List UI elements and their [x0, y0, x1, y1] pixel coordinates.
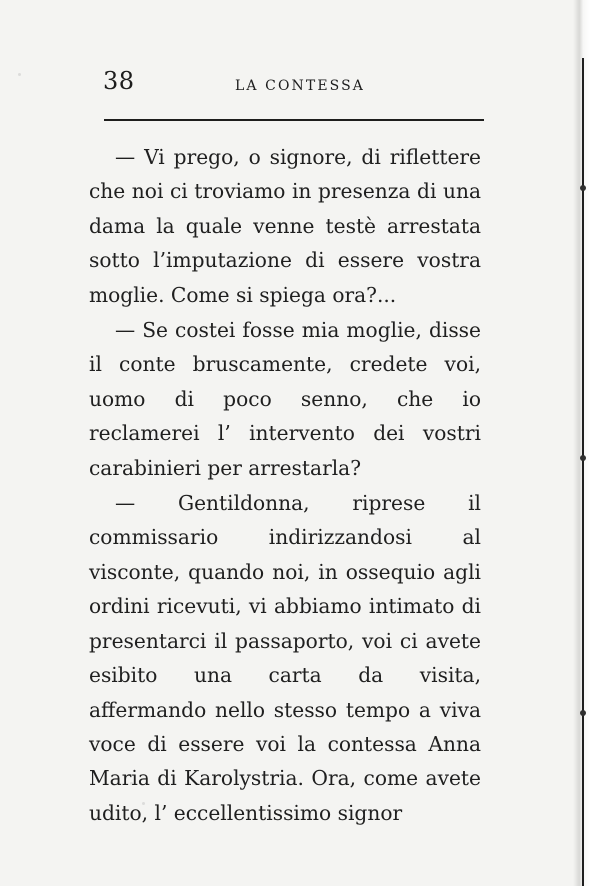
header-rule [104, 119, 484, 121]
running-title: LA CONTESSA [235, 78, 366, 94]
paper-speck [130, 782, 133, 785]
page-header [92, 63, 486, 107]
paragraph-2: — Se costei fosse mia moglie, disse il conte bruscamente, credete voi, uomo di poco senno, che io reclamerei l’ intervento dei vostri carabinieri per arrestarla? [89, 318, 481, 480]
page-text [89, 140, 481, 830]
page-gutter [562, 0, 590, 886]
binding-line [582, 58, 584, 886]
paper-speck [240, 500, 243, 503]
page-number: 38 [103, 67, 135, 95]
paper-speck [142, 802, 145, 805]
binding-mark [580, 185, 586, 191]
paragraph-1: — Vi prego, o signore, di riflettere che noi ci troviamo in presenza di una dama la quale venne testè arrestata sotto l’imputazione di essere vostra moglie. Come si spiega ora?... [89, 145, 481, 307]
paper-speck [18, 73, 21, 76]
paragraph-3: — Gentildonna, riprese il commissario indirizzandosi al visconte, quando noi, in ossequio agli ordini ricevuti, vi abbiamo intimato di presentarci il passaporto, voi ci avete esibito una carta da visita, affermando nello stesso tempo a viva voce di essere voi la contessa Anna Maria di Karolystria. Ora, come avete udito, l’ eccellentissimo signor [89, 491, 481, 825]
binding-mark [580, 710, 586, 716]
binding-mark [580, 455, 586, 461]
